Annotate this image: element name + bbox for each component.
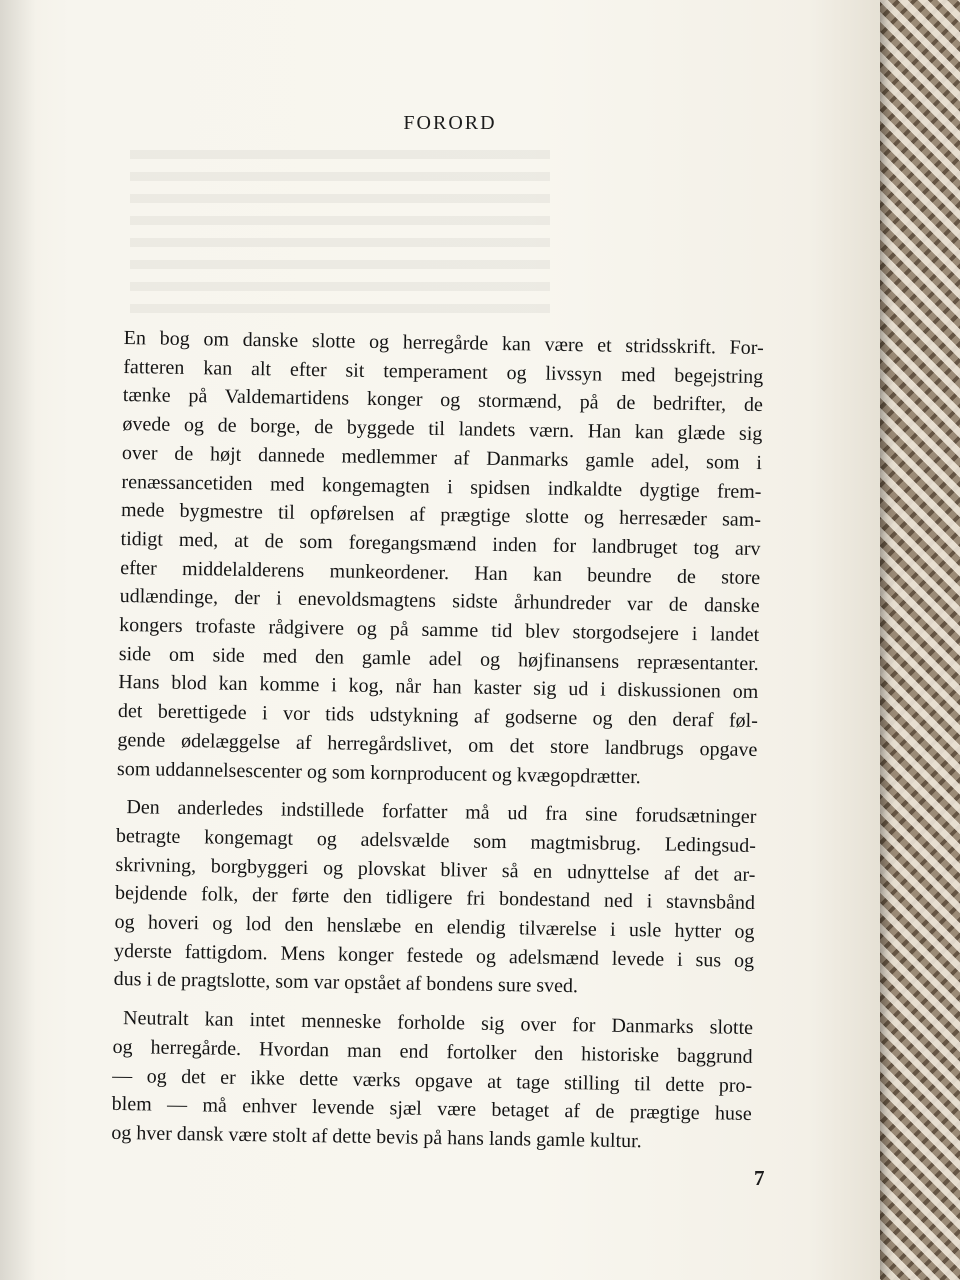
text-line: Den anderledes indstillede forfatter må ud fra sine forudsætninger — [126, 796, 757, 829]
text-line: og hoveri og lod den henslæbe en elendig tilværelse i usle hytter og — [114, 910, 755, 944]
text-line: over de højt dannede medlemmer af Danmarks gamle adel, som i — [121, 441, 763, 474]
text-line: tænke på Valdemartidens konger og stormænd, på de bedrifter, de — [122, 384, 763, 417]
body-text — [111, 324, 764, 1168]
text-line: renæssancetiden med kongemagten i spidsen indkaldte dygtige frem- — [121, 470, 762, 503]
text-line: mede bygmestre til opførelsen af prægtige slotte og herresæder sam- — [120, 499, 762, 532]
text-line: Hans blod kan komme i kog, når han kaster sig ud i diskussionen om — [118, 671, 759, 704]
text-line: Neutralt kan intet menneske forholde sig over for Danmarks slotte — [122, 1007, 754, 1040]
chapter-heading: FORORD — [403, 112, 497, 134]
page-number: 7 — [754, 1166, 765, 1190]
text-line: — og det er ikke dette værks opgave at tage stilling til dette pro- — [112, 1064, 753, 1097]
text-line: tidigt med, at de som foregangsmænd inden for landbruget tog arv — [120, 527, 761, 560]
text-line: og hver dansk være stolt af dette bevis på hans lands gamle kultur. — [111, 1121, 642, 1153]
text-line: fatteren kan alt efter sit temperament og livssyn med begejstring — [123, 355, 764, 388]
text-line: kongers trofaste rådgivere og på samme tid blev storgodsejere i landet — [119, 613, 760, 647]
paragraph-2 — [113, 793, 756, 1004]
text-line: det berettigede i vor tids udstykning af godserne og den deraf føl- — [117, 700, 759, 733]
show-through-text — [130, 150, 550, 320]
text-line: skrivning, borgbyggeri og plovskat bliver så en udnyttelse af det ar- — [115, 853, 756, 886]
paragraph-3 — [111, 1004, 753, 1158]
paragraph-1 — [117, 324, 764, 793]
text-line: som uddannelsescenter og som kornproducent og kvægopdrætter. — [116, 757, 641, 788]
text-line: gende ødelæggelse af herregårdslivet, om det store landbrugs opgave — [117, 728, 758, 761]
text-line: dus i de pragtslotte, som var opstået af bondens sure sved. — [113, 968, 579, 998]
text-line: bejdende folk, der førte den tidligere fri bondestand ned i stavnsbånd — [114, 882, 756, 915]
text-line: side om side med den gamle adel og højfinansens repræsentanter. — [118, 642, 759, 675]
text-line: og herregårde. Hvordan man end fortolker den historiske baggrund — [112, 1035, 753, 1068]
text-line: udlændinge, der i enevoldsmagtens sidste århundreder var de danske — [119, 585, 760, 618]
text-line: blem — må enhver levende sjæl være betaget af de prægtige huse — [111, 1093, 752, 1126]
text-line: yderste fattigdom. Mens konger festede og adelsmænd levede i sus og — [113, 939, 755, 972]
text-line: betragte kongemagt og adelsvælde som magtmisbrug. Ledingsud- — [115, 824, 757, 857]
text-line: En bog om danske slotte og herregårde kan være et stridsskrift. For- — [123, 326, 764, 360]
text-line: øvede og de borge, de byggede til landets værn. Han kan glæde sig — [122, 413, 763, 446]
text-line: efter middelalderens munkeordener. Han kan beundre de store — [120, 556, 761, 589]
